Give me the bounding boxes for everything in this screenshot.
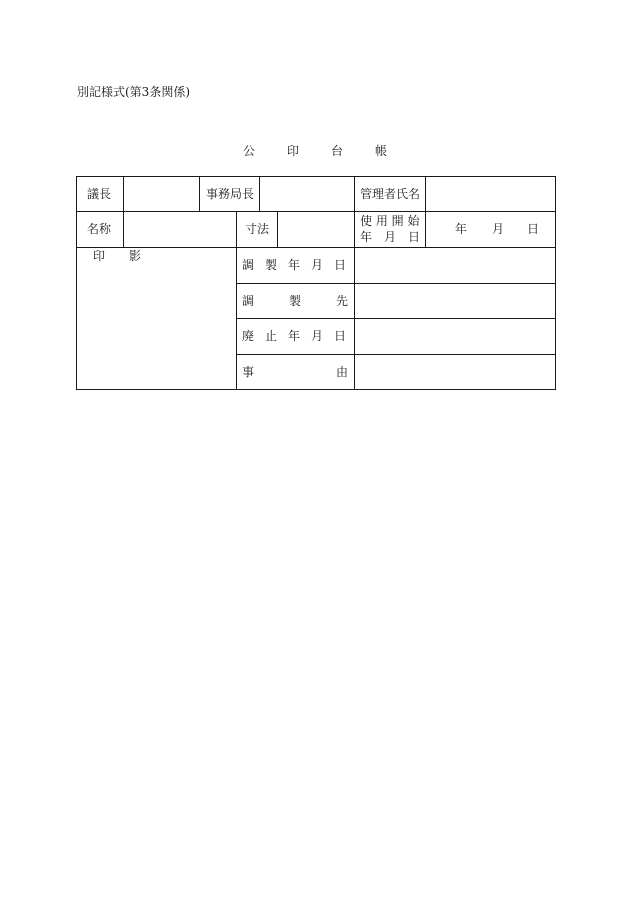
row1-divider-c [259, 176, 260, 212]
maker-char: 製 [288, 294, 301, 308]
start-date-label-line1: 使 用 開 始 [360, 214, 420, 228]
size-label: 寸法 [245, 222, 270, 236]
made-date-char: 月 [310, 258, 323, 272]
row2-divider-d [354, 211, 355, 247]
table-border-top [76, 176, 556, 177]
abolished-date-char: 廃 [242, 329, 255, 343]
row2-divider-e [425, 211, 426, 247]
start-date-label-line2: 年 月 日 [360, 230, 421, 244]
made-date-char: 年 [287, 258, 300, 272]
seal-column-divider [236, 247, 237, 390]
row-divider-1 [76, 211, 556, 212]
table-border-left [76, 176, 77, 390]
abolished-date-label [242, 329, 346, 343]
start-date-month: 月 [492, 222, 505, 236]
reason-label [242, 365, 348, 379]
made-date-char: 製 [264, 258, 277, 272]
reason-char: 事 [242, 365, 255, 379]
table-border-bottom [76, 389, 556, 390]
chair-label: 議長 [87, 187, 112, 201]
page-title: 公 印 台 帳 [242, 144, 397, 158]
row1-divider-d [354, 176, 355, 212]
abolished-date-char: 月 [310, 329, 323, 343]
row-divider-3 [236, 283, 556, 284]
row1-divider-b [199, 176, 200, 212]
abolished-date-char: 日 [333, 329, 346, 343]
manager-name-label: 管理者氏名 [360, 187, 421, 201]
seal-impression-label: 印 影 [93, 249, 142, 263]
abolished-date-char: 止 [264, 329, 277, 343]
table-border-right [555, 176, 556, 390]
maker-char: 調 [242, 294, 255, 308]
row1-divider-a [123, 176, 124, 212]
row2-divider-c [277, 211, 278, 247]
made-date-label [242, 258, 346, 272]
reason-char: 由 [335, 365, 348, 379]
form-caption: 別記様式(第3条関係) [77, 85, 190, 99]
row2-divider-b [236, 211, 237, 247]
row1-divider-e [425, 176, 426, 212]
row-divider-5 [236, 354, 556, 355]
name-label: 名称 [87, 222, 112, 236]
start-date-year: 年 [455, 222, 468, 236]
made-date-char: 調 [242, 258, 255, 272]
maker-label [242, 294, 348, 308]
abolished-date-char: 年 [287, 329, 300, 343]
start-date-day: 日 [527, 222, 540, 236]
detail-label-divider [354, 247, 355, 390]
row-divider-4 [236, 318, 556, 319]
made-date-char: 日 [333, 258, 346, 272]
row2-divider-a [123, 211, 124, 247]
maker-char: 先 [335, 294, 348, 308]
row-divider-2 [76, 247, 556, 248]
director-label: 事務局長 [206, 187, 255, 201]
